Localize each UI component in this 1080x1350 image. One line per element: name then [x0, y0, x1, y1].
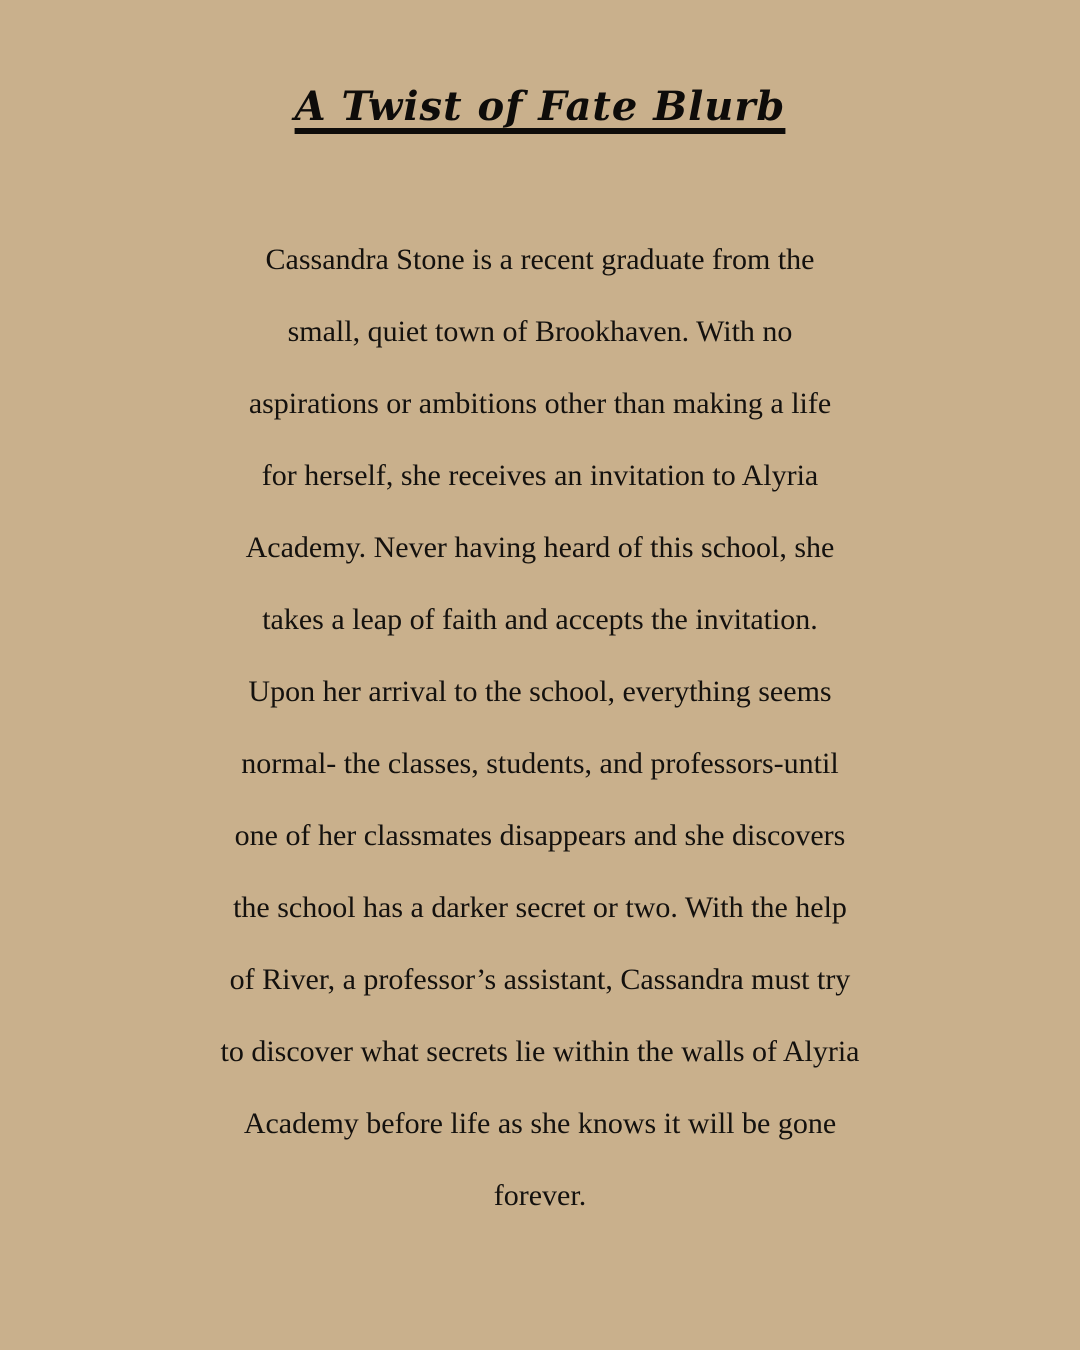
page-title	[0, 62, 1080, 152]
blurb-line: forever.	[493, 1179, 587, 1212]
blurb-line: of River, a professor’s assistant, Cassandra must try	[229, 963, 851, 996]
blurb-line: normal- the classes, students, and professors-until	[241, 747, 839, 780]
blurb-line: aspirations or ambitions other than making a life	[248, 387, 832, 420]
blurb-line: Cassandra Stone is a recent graduate from the	[265, 243, 815, 276]
blurb-line: to discover what secrets lie within the walls of Alyria	[220, 1035, 860, 1068]
blurb-text	[0, 224, 1080, 1232]
blurb-line: takes a leap of faith and accepts the invitation.	[262, 603, 818, 636]
blurb-line: for herself, she receives an invitation to Alyria	[261, 459, 819, 492]
blurb-line: the school has a darker secret or two. With the help	[233, 891, 847, 924]
blurb-line: Academy. Never having heard of this school, she	[245, 531, 835, 564]
blurb-line: small, quiet town of Brookhaven. With no	[287, 315, 793, 348]
blurb-line: Upon her arrival to the school, everything seems	[248, 675, 832, 708]
page-title-text: A Twist of Fate Blurb	[294, 83, 786, 130]
blurb-line: one of her classmates disappears and she discovers	[234, 819, 846, 852]
blurb-line: Academy before life as she knows it will be gone	[243, 1107, 837, 1140]
